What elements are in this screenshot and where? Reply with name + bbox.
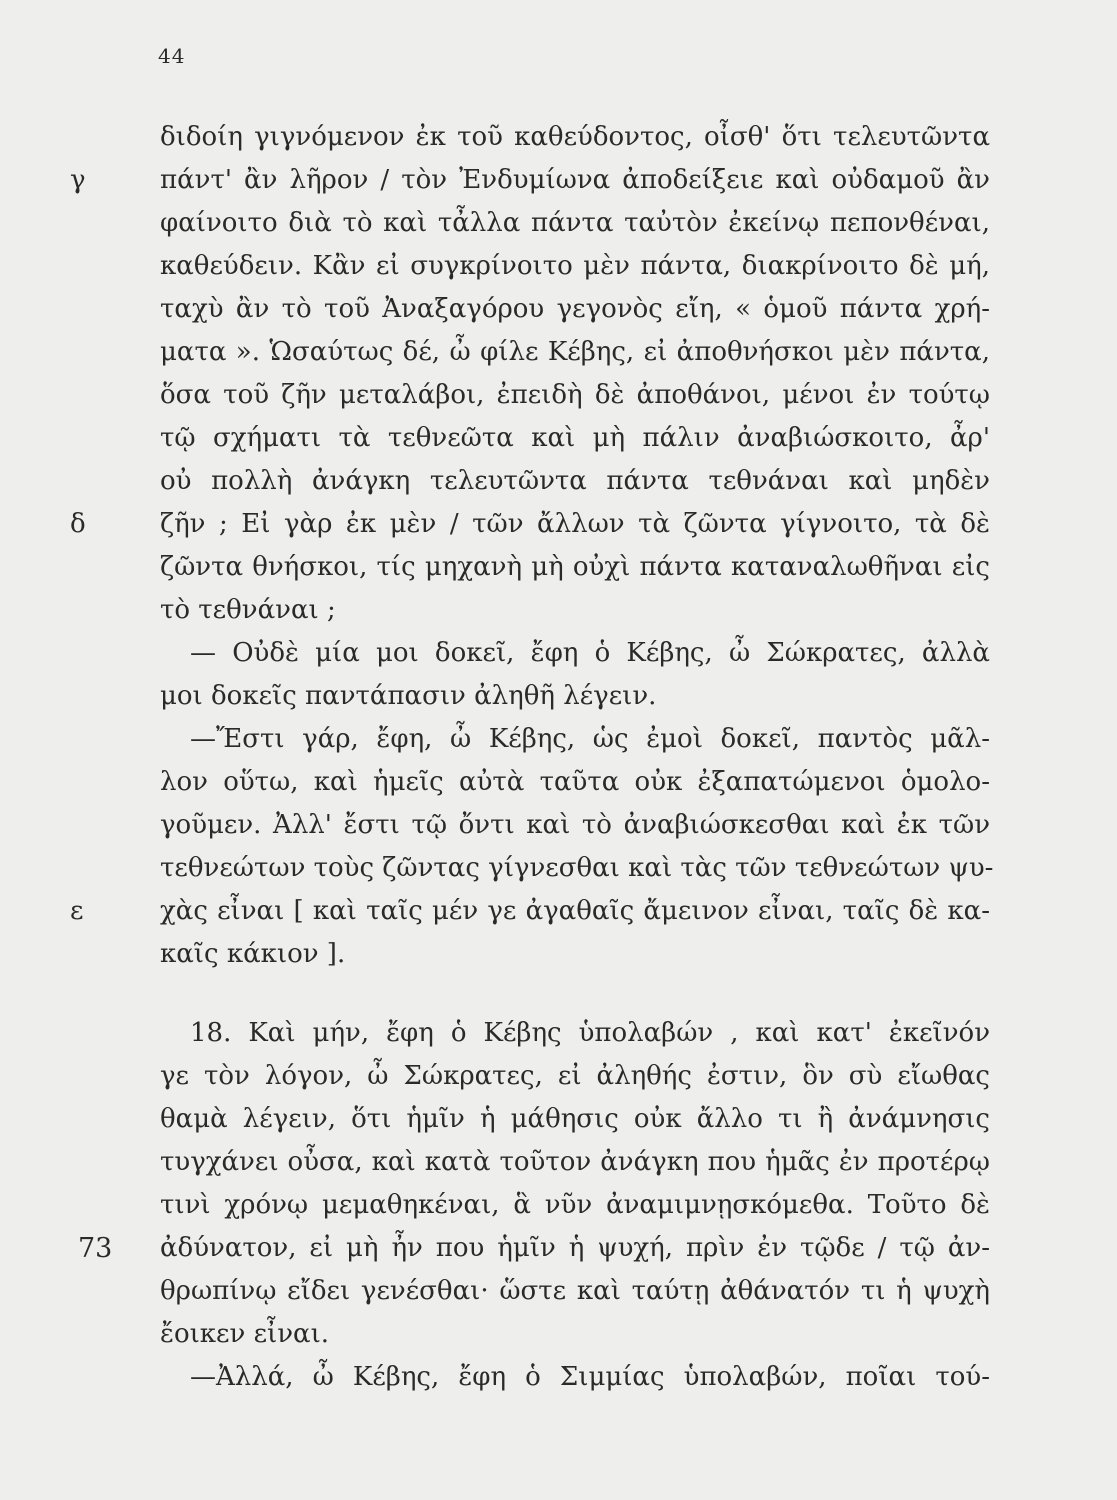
text-line [0, 847, 1117, 890]
text-line [0, 331, 1117, 374]
margin-marker-delta: δ [70, 509, 86, 539]
text-line [0, 718, 1117, 761]
text-line [0, 1313, 1117, 1356]
text-line [0, 546, 1117, 589]
line-text: λον οὕτω, καὶ ἡμεῖς αὐτὰ ταῦτα οὐκ ἐξαπατώμενοι ὁμολο- [160, 767, 990, 797]
text-line [0, 632, 1117, 675]
text-line [0, 116, 1117, 159]
line-text: πάντ' ἂν λῆρον / τὸν Ἐνδυμίωνα ἀποδείξειε καὶ οὐδαμοῦ ἂν [160, 165, 990, 195]
line-text: καῖς κάκιον ]. [160, 939, 346, 969]
line-text: ζῶντα θνήσκοι, τίς μηχανὴ μὴ οὐχὶ πάντα καταναλωθῆναι εἰς [160, 552, 990, 582]
line-text: τινὶ χρόνῳ μεμαθηκέναι, ἃ νῦν ἀναμιμνῃσκόμεθα. Τοῦτο δὲ [160, 1190, 990, 1220]
line-text: ταχὺ ἂν τὸ τοῦ Ἀναξαγόρου γεγονὸς εἴη, « ὁμοῦ πάντα χρή- [160, 294, 990, 324]
text-line [0, 503, 1117, 546]
text-line [0, 1270, 1117, 1313]
text-line [0, 675, 1117, 718]
line-text: θρωπίνῳ εἴδει γενέσθαι· ὥστε καὶ ταύτῃ ἀθάνατόν τι ἡ ψυχὴ [160, 1276, 990, 1306]
line-text: γε τὸν λόγον, ὦ Σώκρατες, εἰ ἀληθής ἐστιν, ὃν σὺ εἴωθας [160, 1061, 990, 1091]
text-line [0, 460, 1117, 503]
text-line [0, 761, 1117, 804]
line-text: οὐ πολλὴ ἀνάγκη τελευτῶντα πάντα τεθνάναι καὶ μηδὲν [160, 466, 990, 496]
line-text: —Ἔστι γάρ, ἔφη, ὦ Κέβης, ὡς ἐμοὶ δοκεῖ, παντὸς μᾶλ- [190, 724, 990, 754]
line-text: φαίνοιτο διὰ τὸ καὶ τἆλλα πάντα ταὐτὸν ἐκείνῳ πεπονθέναι, [160, 208, 990, 238]
text-line [0, 804, 1117, 847]
text-line [0, 288, 1117, 331]
text-line [0, 1184, 1117, 1227]
text-line [0, 589, 1117, 632]
line-text: —Ἀλλά, ὦ Κέβης, ἔφη ὁ Σιμμίας ὑπολαβών, ποῖαι τού- [190, 1362, 990, 1392]
text-line [0, 1098, 1117, 1141]
page-number: 44 [158, 44, 186, 68]
body-text [0, 116, 1117, 1399]
line-text: ζῆν ; Εἰ γὰρ ἐκ μὲν / τῶν ἄλλων τὰ ζῶντα γίγνοιτο, τὰ δὲ [160, 509, 990, 539]
line-text: 18. Καὶ μήν, ἔφη ὁ Κέβης ὑπολαβών , καὶ κατ' ἐκεῖνόν [190, 1018, 990, 1048]
line-text: μοι δοκεῖς παντάπασιν ἀληθῆ λέγειν. [160, 681, 657, 711]
line-text: χὰς εἶναι [ καὶ ταῖς μέν γε ἀγαθαῖς ἄμεινον εἶναι, ταῖς δὲ κα- [160, 896, 990, 926]
text-line [0, 1012, 1117, 1055]
margin-marker-73: 73 [78, 1233, 113, 1264]
line-text: διδοίη γιγνόμενον ἐκ τοῦ καθεύδοντος, οἶσθ' ὅτι τελευτῶντα [160, 122, 990, 152]
line-text: — Οὐδὲ μία μοι δοκεῖ, ἔφη ὁ Κέβης, ὦ Σώκρατες, ἀλλὰ [190, 638, 990, 668]
text-line [0, 890, 1117, 933]
section-gap [0, 976, 1117, 1012]
text-line [0, 159, 1117, 202]
line-text: τυγχάνει οὖσα, καὶ κατὰ τοῦτον ἀνάγκη που ἡμᾶς ἐν προτέρῳ [160, 1147, 990, 1177]
line-text: τὸ τεθνάναι ; [160, 595, 336, 625]
text-line [0, 202, 1117, 245]
text-line [0, 374, 1117, 417]
text-line [0, 1141, 1117, 1184]
line-text: ἔοικεν εἶναι. [160, 1319, 330, 1349]
line-text: ἀδύνατον, εἰ μὴ ἦν που ἡμῖν ἡ ψυχή, πρὶν ἐν τῷδε / τῷ ἀν- [160, 1233, 990, 1263]
line-text: καθεύδειν. Κἂν εἰ συγκρίνοιτο μὲν πάντα, διακρίνοιτο δὲ μή, [160, 251, 990, 281]
margin-marker-epsilon: ε [70, 896, 84, 926]
text-line [0, 1055, 1117, 1098]
line-text: ὅσα τοῦ ζῆν μεταλάβοι, ἐπειδὴ δὲ ἀποθάνοι, μένοι ἐν τούτῳ [160, 380, 990, 410]
text-line [0, 1227, 1117, 1270]
line-text: γοῦμεν. Ἀλλ' ἔστι τῷ ὄντι καὶ τὸ ἀναβιώσκεσθαι καὶ ἐκ τῶν [160, 810, 990, 840]
text-line [0, 245, 1117, 288]
line-text: θαμὰ λέγειν, ὅτι ἡμῖν ἡ μάθησις οὐκ ἄλλο τι ἢ ἀνάμνησις [160, 1104, 990, 1134]
line-text: τεθνεώτων τοὺς ζῶντας γίγνεσθαι καὶ τὰς τῶν τεθνεώτων ψυ- [160, 853, 994, 883]
text-line [0, 417, 1117, 460]
text-line [0, 1356, 1117, 1399]
text-line [0, 933, 1117, 976]
line-text: τῷ σχήματι τὰ τεθνεῶτα καὶ μὴ πάλιν ἀναβιώσκοιτο, ἆρ' [160, 423, 990, 453]
margin-marker-gamma: γ [70, 165, 86, 195]
line-text: ματα ». Ὡσαύτως δέ, ὦ φίλε Κέβης, εἰ ἀποθνήσκοι μὲν πάντα, [160, 337, 990, 367]
